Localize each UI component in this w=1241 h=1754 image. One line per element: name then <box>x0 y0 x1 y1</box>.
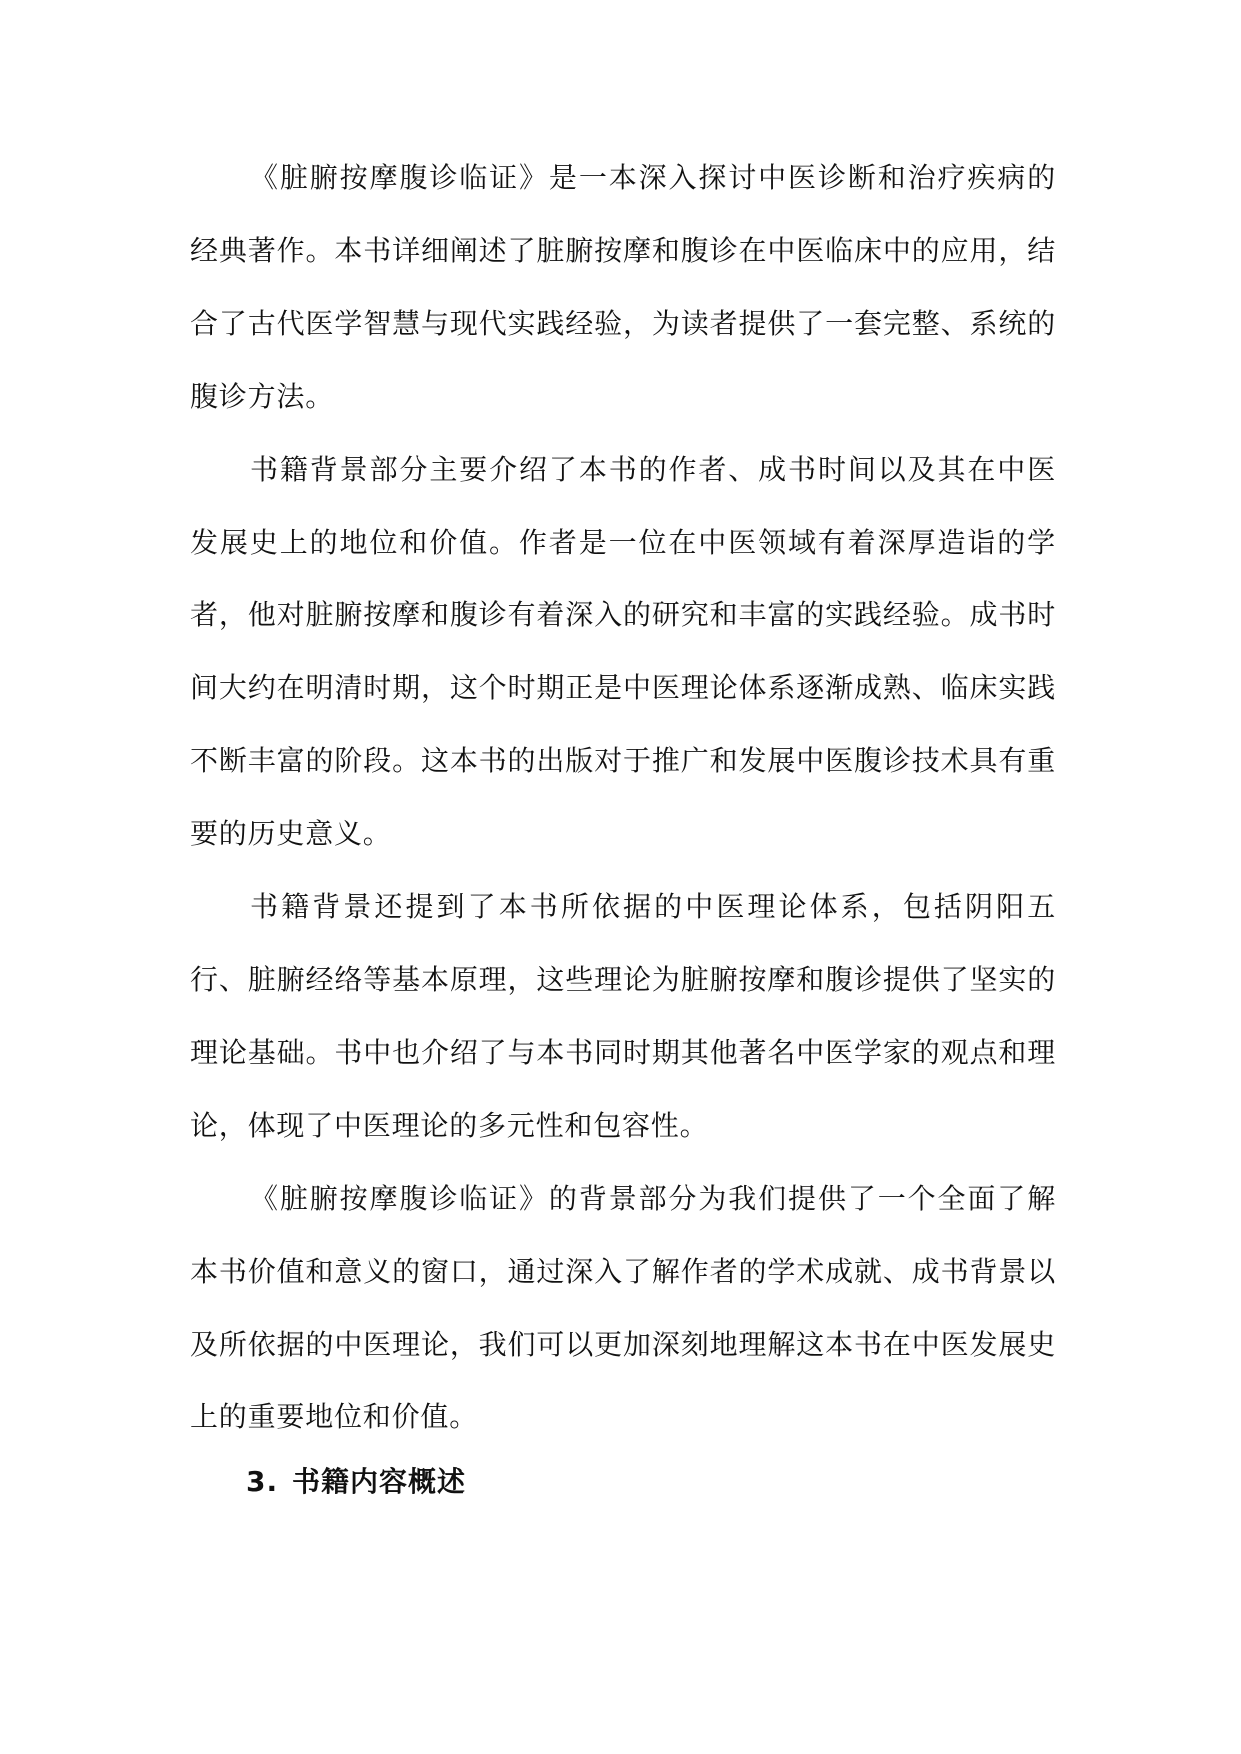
body-text <box>190 142 1056 1454</box>
section-heading <box>246 1462 466 1502</box>
paragraph-theory: 书籍背景还提到了本书所依据的中医理论体系，包括阴阳五行、脏腑经络等基本原理，这些理论为脏腑按摩和腹诊提供了坚实的理论基础。书中也介绍了与本书同时期其他著名中医学家的观点和理论，体现了中医理论的多元性和包容性。 <box>190 890 1056 1142</box>
paragraph-summary: 《脏腑按摩腹诊临证》的背景部分为我们提供了一个全面了解本书价值和意义的窗口，通过深入了解作者的学术成就、成书背景以及所依据的中医理论，我们可以更加深刻地理解这本书在中医发展史上的重要地位和价值。 <box>190 1181 1056 1434</box>
paragraph-background: 书籍背景部分主要介绍了本书的作者、成书时间以及其在中医发展史上的地位和价值。作者是一位在中医领域有着深厚造诣的学者，他对脏腑按摩和腹诊有着深入的研究和丰富的实践经验。成书时间大约在明清时期，这个时期正是中医理论体系逐渐成熟、临床实践不断丰富的阶段。这本书的出版对于推广和发展中医腹诊技术具有重要的历史意义。 <box>190 452 1056 851</box>
section-number: 3. <box>246 1465 279 1498</box>
paragraph-intro: 《脏腑按摩腹诊临证》是一本深入探讨中医诊断和治疗疾病的经典著作。本书详细阐述了脏腑按摩和腹诊在中医临床中的应用，结合了古代医学智慧与现代实践经验，为读者提供了一套完整、系统的腹诊方法。 <box>190 161 1056 413</box>
section-title: 书籍内容概述 <box>292 1465 467 1498</box>
